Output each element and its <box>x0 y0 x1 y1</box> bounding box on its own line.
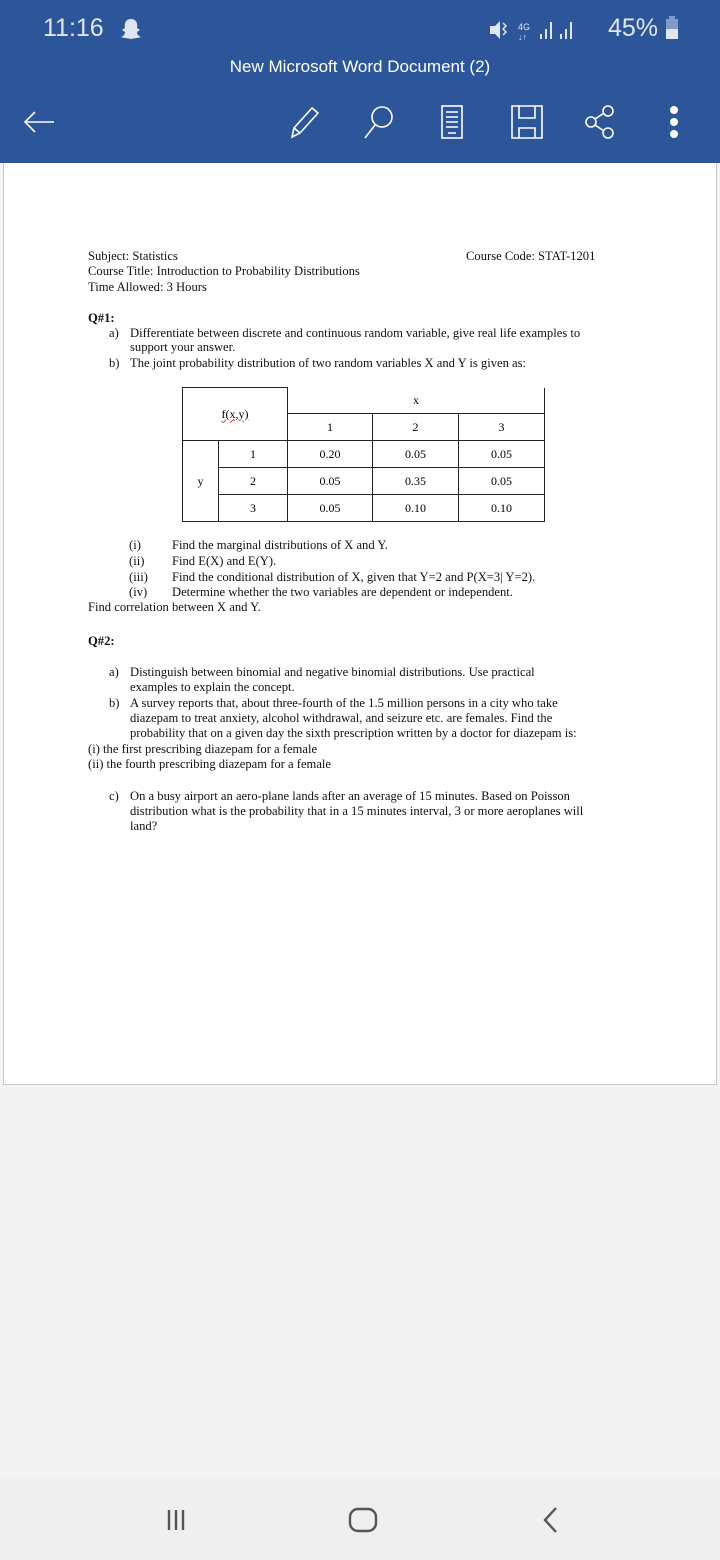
table-row <box>183 495 545 522</box>
x-value: 3 <box>459 414 545 441</box>
corner-label: f(x,y) <box>221 406 249 421</box>
table-cell: 0.05 <box>288 468 373 495</box>
table-cell: 0.05 <box>288 495 373 522</box>
search-icon <box>361 104 395 140</box>
q2-c-text-2: distribution what is the probability that in a 15 minutes interval, 3 or more aeroplanes will <box>130 804 584 818</box>
sub-num: (iii) <box>129 570 148 584</box>
save-icon <box>510 104 544 140</box>
table-cell: 0.05 <box>459 468 545 495</box>
share-icon <box>583 104 617 140</box>
q2-b-i: (i) the first prescribing diazepam for a female <box>88 742 318 756</box>
home-button[interactable] <box>338 1495 388 1545</box>
subject: Subject: Statistics <box>88 249 178 263</box>
corner-cell <box>183 388 288 441</box>
share-button[interactable] <box>580 102 620 142</box>
course-title: Course Title: Introduction to Probability Distributions <box>88 264 360 278</box>
back-button[interactable] <box>19 102 59 142</box>
q1-a-text-2: support your answer. <box>130 340 236 354</box>
app-header <box>0 0 720 163</box>
q2-a-text: Distinguish between binomial and negative binomial distributions. Use practical <box>130 665 535 679</box>
q2-b-ii: (ii) the fourth prescribing diazepam for a female <box>88 757 332 771</box>
svg-text:4G: 4G <box>518 22 531 32</box>
chevron-left-icon <box>542 1506 558 1534</box>
q2-b-text-3: probability that on a given day the sixth prescription written by a doctor for diazepam is: <box>130 726 577 740</box>
table-cell: 0.10 <box>459 495 545 522</box>
battery-icon <box>664 16 680 40</box>
q2-b-text: A survey reports that, about three-fourth of the 1.5 million persons in a city who take <box>130 696 558 710</box>
table-cell: 0.05 <box>373 441 459 468</box>
x-value: 1 <box>288 414 373 441</box>
table-row <box>183 468 545 495</box>
save-button[interactable] <box>507 102 547 142</box>
reading-view-button[interactable] <box>432 102 472 142</box>
q1-heading: Q#1: <box>88 311 115 325</box>
q2-c-text: On a busy airport an aero-plane lands after an average of 15 minutes. Based on Poisson <box>130 789 570 803</box>
sub-num: (iv) <box>129 585 148 599</box>
q2-b-text-2: diazepam to treat anxiety, alcohol withdrawal, and seizure etc. are females. Find the <box>130 711 553 725</box>
q2-c-text-3: land? <box>130 819 158 833</box>
recent-apps-button[interactable] <box>151 1495 201 1545</box>
y-value: 2 <box>219 468 288 495</box>
back-arrow-icon <box>22 110 56 134</box>
battery-percent: 45% <box>608 14 659 42</box>
q1-a-label: a) <box>109 326 119 340</box>
x-value: 2 <box>373 414 459 441</box>
status-time: 11:16 <box>43 14 104 42</box>
edit-button[interactable] <box>285 102 325 142</box>
y-header: y <box>183 441 219 522</box>
search-button[interactable] <box>358 102 398 142</box>
mobile-view-icon <box>440 104 464 140</box>
more-options-button[interactable] <box>654 102 694 142</box>
y-value: 1 <box>219 441 288 468</box>
sub-num: (ii) <box>129 554 145 568</box>
sub-text: Determine whether the two variables are dependent or independent. <box>172 585 513 599</box>
pencil-icon <box>288 104 322 140</box>
course-code: Course Code: STAT-1201 <box>466 249 596 263</box>
y-value: 3 <box>219 495 288 522</box>
snapchat-icon <box>118 17 144 41</box>
table-cell: 0.35 <box>373 468 459 495</box>
correlation-text: Find correlation between X and Y. <box>88 600 261 614</box>
q2-a-label: a) <box>109 665 119 679</box>
system-nav-bar <box>0 1477 720 1560</box>
document-title: New Microsoft Word Document (2) <box>229 57 491 76</box>
svg-text:↓↑: ↓↑ <box>518 32 527 42</box>
home-icon <box>348 1507 378 1533</box>
q2-heading: Q#2: <box>88 634 115 648</box>
sub-text: Find E(X) and E(Y). <box>172 554 277 568</box>
system-back-button[interactable] <box>525 1495 575 1545</box>
table-cell: 0.20 <box>288 441 373 468</box>
document-page <box>3 163 717 1085</box>
more-vertical-icon <box>668 102 680 142</box>
recent-apps-icon <box>164 1508 188 1532</box>
status-icons <box>488 18 588 42</box>
table-cell: 0.05 <box>459 441 545 468</box>
sub-text: Find the conditional distribution of X, given that Y=2 and P(X=3| Y=2). <box>172 570 536 584</box>
q1-a-text: Differentiate between discrete and continuous random variable, give real life examples to <box>130 326 581 340</box>
sub-text: Find the marginal distributions of X and Y. <box>172 538 388 552</box>
q1-b-text: The joint probability distribution of two random variables X and Y is given as: <box>130 356 527 370</box>
q1-b-label: b) <box>109 356 120 370</box>
q2-a-text-2: examples to explain the concept. <box>130 680 295 694</box>
table-cell: 0.10 <box>373 495 459 522</box>
time-allowed: Time Allowed: 3 Hours <box>88 280 207 294</box>
joint-probability-table <box>182 387 545 522</box>
x-header: x <box>288 388 545 414</box>
sub-num: (i) <box>129 538 141 552</box>
q2-c-label: c) <box>109 789 119 803</box>
q2-b-label: b) <box>109 696 120 710</box>
table-row <box>183 441 545 468</box>
